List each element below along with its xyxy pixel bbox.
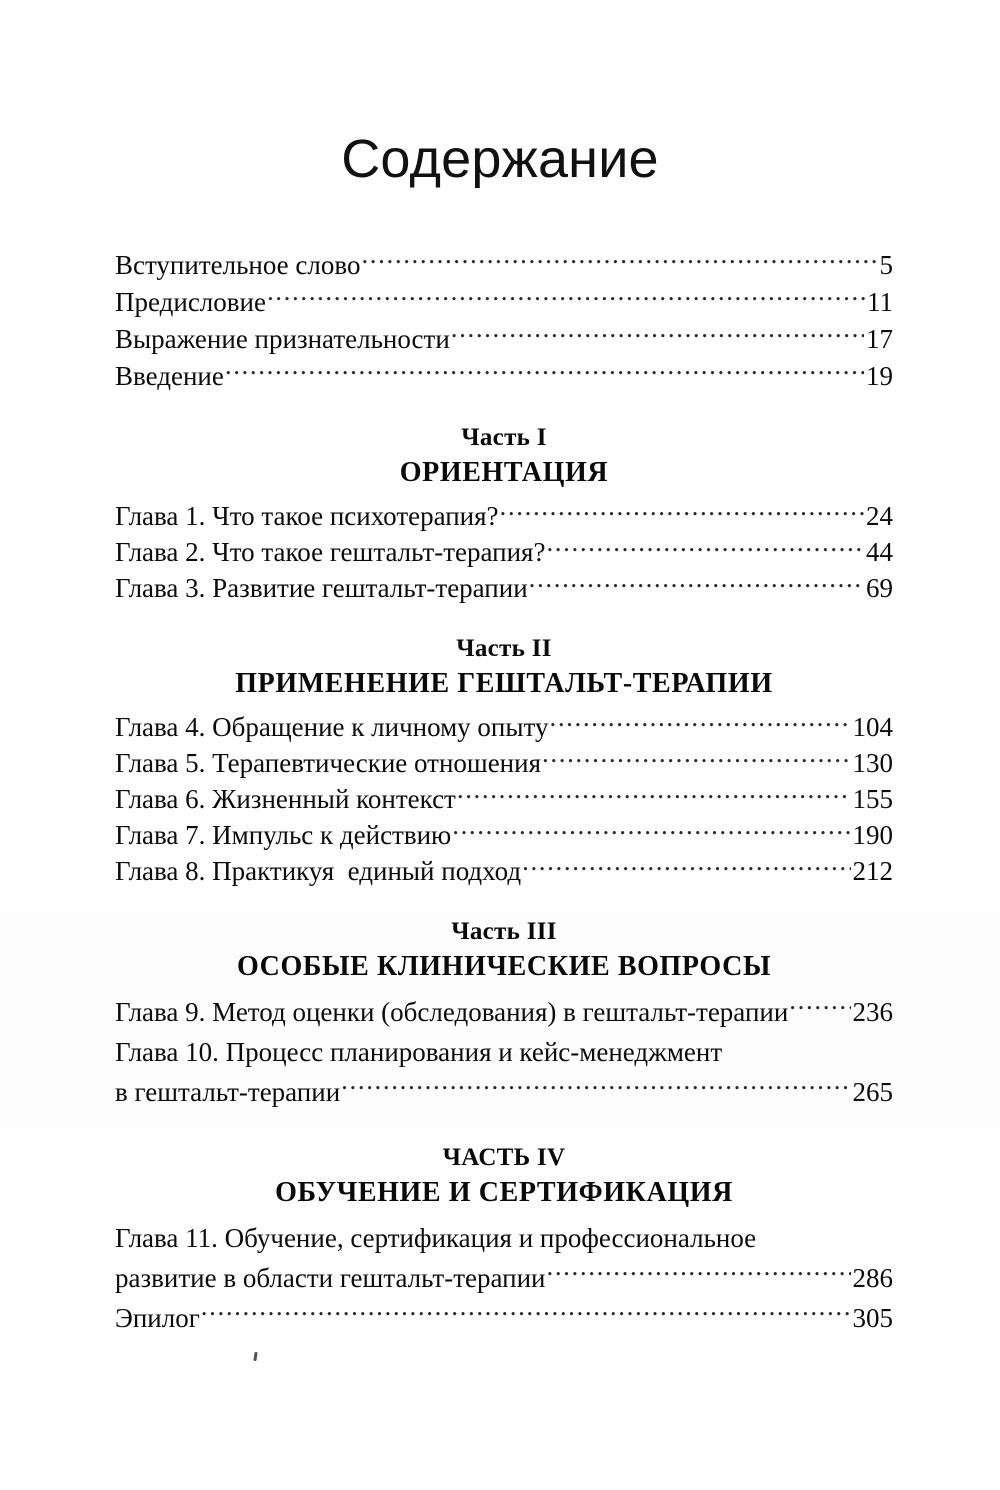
toc-entry-continuation[interactable] [115,1072,893,1112]
dot-leader [451,321,864,348]
dot-leader [267,284,865,311]
page-title: Содержание [341,129,659,189]
toc-entry-page: 44 [866,537,893,567]
toc-entry[interactable] [115,247,893,284]
toc-entry-page: 5 [879,250,893,280]
part-name: ОСОБЫЕ КЛИНИЧЕСКИЕ ВОПРОСЫ [236,951,772,982]
toc-entry-label: в гештальт-терапии [115,1077,341,1107]
toc-entry-page: 11 [867,287,893,317]
spacer [115,985,893,992]
toc-entry[interactable] [115,992,893,1032]
toc-entry-label: Предисловие [115,287,266,317]
toc-entry-continuation[interactable] [115,1258,893,1298]
toc-entry-page: 24 [866,501,893,531]
toc-entry-page: 130 [852,748,893,778]
toc-entry-label: Эпилог [115,1303,200,1333]
toc-entry-page: 236 [852,997,893,1027]
spacer [115,395,893,422]
toc-entry-page: 305 [852,1303,893,1333]
dot-leader [529,570,864,597]
toc-entry-page: 286 [852,1263,893,1293]
part-number: Часть II [456,635,552,662]
part-heading-1 [115,422,893,491]
part-heading-2 [115,633,893,702]
toc-entry-label: Глава 7. Импульс к действию [115,820,452,850]
dot-leader [723,1034,891,1061]
dot-leader [546,534,864,561]
part-name: ПРИМЕНЕНИЕ ГЕШТАЛЬТ-ТЕРАПИИ [235,668,773,699]
toc-entry-label: Глава 10. Процесс планирования и кейс-менеджмент [115,1037,723,1067]
toc-entry-label: Введение [115,361,224,391]
front-matter-group [115,247,893,395]
dot-leader [522,853,850,880]
part-2-chapters [115,709,893,889]
toc-entry[interactable] [115,853,893,889]
toc-entry-label: Глава 6. Жизненный контекст [115,784,456,814]
toc-entry-page: 155 [852,784,893,814]
part-heading-3 [115,916,893,985]
toc-entry-label: Глава 8. Практикуя единый подход [115,856,522,886]
toc-entry-page: 104 [852,712,893,742]
part-number: Часть III [451,918,557,945]
toc-entry-label: Глава 11. Обучение, сертификация и профессиональное [115,1223,757,1253]
toc-entry-page: 17 [866,324,893,354]
toc-entry[interactable] [115,1218,893,1258]
toc-entry-page: 212 [852,856,893,886]
dot-leader [201,1300,851,1327]
toc-entry[interactable] [115,321,893,358]
spacer [115,889,893,916]
part-4-chapters [115,1218,893,1338]
dot-leader [457,781,851,808]
spacer [115,1211,893,1218]
part-3-chapters [115,992,893,1112]
toc-entry[interactable] [115,817,893,853]
toc-entry[interactable] [115,284,893,321]
dot-leader [757,1220,891,1247]
toc-entry-label: развитие в области гештальт-терапии [115,1263,546,1293]
toc-body [115,247,893,1338]
toc-entry-label: Вступительное слово [115,250,361,280]
spacer [115,1112,893,1142]
toc-entry[interactable] [115,498,893,534]
part-number: ЧАСТЬ IV [442,1144,566,1171]
part-name: ОРИЕНТАЦИЯ [399,457,609,488]
toc-entry[interactable] [115,1032,893,1072]
toc-entry-label: Глава 9. Метод оценки (обследования) в гештальт-терапии [115,997,789,1027]
toc-entry-label: Глава 1. Что такое психотерапия? [115,501,499,531]
spacer [115,606,893,633]
dot-leader [452,817,850,844]
dot-leader [546,1260,850,1287]
spacer [115,702,893,709]
dot-leader [225,358,864,385]
part-1-chapters [115,498,893,606]
toc-entry-page: 69 [866,573,893,603]
part-number: Часть I [461,424,547,451]
part-heading-4 [115,1142,893,1211]
toc-entry[interactable] [115,534,893,570]
toc-entry-label: Глава 4. Обращение к личному опыту [115,712,549,742]
scan-artifact-speck [253,1352,257,1361]
toc-entry-label: Глава 2. Что такое гештальт-терапия? [115,537,546,567]
dot-leader [789,994,850,1021]
toc-entry[interactable] [115,358,893,395]
dot-leader [500,498,864,525]
toc-entry-page: 265 [852,1077,893,1107]
spacer [115,491,893,498]
toc-entry[interactable] [115,745,893,781]
toc-entry-label: Выражение признательности [115,324,450,354]
toc-entry-page: 190 [852,820,893,850]
dot-leader [361,247,877,274]
toc-entry-label: Глава 3. Развитие гештальт-терапии [115,573,528,603]
toc-entry[interactable] [115,709,893,745]
toc-entry[interactable] [115,781,893,817]
dot-leader [341,1074,850,1101]
toc-entry-page: 19 [866,361,893,391]
part-name: ОБУЧЕНИЕ И СЕРТИФИКАЦИЯ [275,1177,733,1208]
dot-leader [542,745,850,772]
toc-entry-label: Глава 5. Терапевтические отношения [115,748,542,778]
toc-entry[interactable] [115,1298,893,1338]
toc-entry[interactable] [115,570,893,606]
dot-leader [549,709,850,736]
